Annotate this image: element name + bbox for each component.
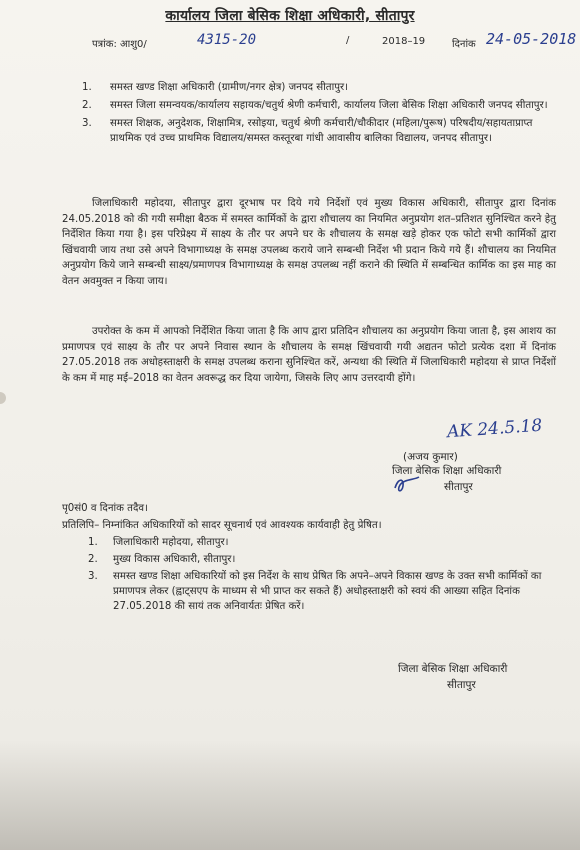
copy-item [88,535,558,550]
recipient-text: समस्त जिला समन्वयक/कार्यालय सहायक/चतुर्थ श्रेणी कर्मचारी, कार्यालय जिला बेसिक शिक्षा अधिकारी जनपद सीतापुर। [110,100,548,111]
office-title: कार्यालय जिला बेसिक शिक्षा अधिकारी, सीतापुर [165,8,415,24]
copy-text: मुख्य विकास अधिकारी, सीतापुर। [113,554,236,565]
recipient-item [82,116,552,146]
punch-hole [0,392,6,404]
signer-designation: जिला बेसिक शिक्षा अधिकारी [392,465,502,477]
recipient-item [82,98,552,113]
signer-name: (अजय कुमार) [403,451,458,463]
recipient-number: 1. [82,82,92,93]
handwritten-signature: AK 24.5.18 [446,415,543,443]
copy-intro: प्रतिलिपि– निम्नांकित अधिकारियों को सादर सूचनार्थ एवं आवश्यक कार्यवाही हेतु प्रेषित। [62,520,382,531]
body-paragraph-1: जिलाधिकारी महोदया, सीतापुर द्वारा दूरभाष पर दिये गये निर्देशों एवं मुख्य विकास अधिकारी, सीतापुर द्वारा दिनांक 24.05.2018 को की गयी समीक्षा बैठक में समस्त कार्मिकों के द्वारा शौचालय का नियमित अनुप्रयोग शत–प्रतिशत सुनिश्चित करने हेतु निर्देशित किया गया है। इस परिप्रेक्ष्य में साक्ष्य के तौर पर अपने घर के शौचालय के समक्ष खड़े होकर एक फोटो सभी कार्मिकों द्वारा खिंचवायी जाय तथा उसे अपने विभागाध्यक्ष के समक्ष उपलब्ध कराये जाने सम्बन्धी निर्देश भी प्रदान किये गये हैं। शौचालय का नियमित अनुप्रयोग किये जाने सम्बन्धी साक्ष्य/प्रमाणपत्र विभागाध्यक्ष के समक्ष उपलब्ध नहीं कराने की स्थिति में सम्बन्धित कार्मिक का इस माह का वेतन अवमुक्त न किया जाय। [62,198,556,287]
copy-item [88,569,558,614]
signer-place: सीतापुर [444,481,473,493]
ref-slash: / [346,35,350,46]
copy-number: 2. [88,554,98,565]
reference-row [0,32,580,54]
recipient-list [82,80,552,149]
ref-label: पत्रांक: आशु0/ [92,39,147,50]
copy-item [88,552,558,567]
recipient-text: समस्त शिक्षक, अनुदेशक, शिक्षामित्र, रसोइया, चतुर्थ श्रेणी कर्मचारी/चौकीदार (महिला/पुरूष) परिषदीय/सहायताप्राप्त प्राथमिक एवं उच्च प्राथमिक विद्यालय/समस्त कस्तूरबा गांधी आवासीय बालिका विद्यालय, जनपद सीतापुर। [110,118,533,144]
recipient-number: 2. [82,100,92,111]
date-label: दिनांक [452,39,476,50]
recipient-number: 3. [82,118,92,129]
copy-number: 1. [88,537,98,548]
ref-year: 2018–19 [382,36,426,47]
signature-flourish [392,474,422,496]
page-shadow [0,740,580,850]
body-paragraph-2: उपरोक्त के कम में आपको निर्देशित किया जाता है कि आप द्वारा प्रतिदिन शौचालय का अनुप्रयोग किया जाता है, इस आशय का प्रमाणपत्र एवं साक्ष्य के तौर पर अपने निवास स्थान के शौचालय के समक्ष खिंचवायी गयी अद्यतन फोटो प्रत्येक दशा में दिनांक 27.05.2018 तक अधोहस्ताक्षरी के समक्ष उपलब्ध कराना सुनिश्चित करें, अन्यथा की स्थिति में जिलाधिकारी महोदया से प्राप्त निर्देशों के कम में माह मई–2018 का वेतन अवरूद्ध कर दिया जायेगा, जिसके लिए आप उत्तरदायी होंगे। [62,326,556,384]
recipient-item [82,80,552,95]
date-handwritten: 24-05-2018 [486,30,577,48]
ref-number-handwritten: 4315-20 [197,32,257,48]
copy-list [88,535,558,616]
copy-number: 3. [88,571,98,582]
copy-ref-line: पृ0सं0 व दिनांक तदैव। [62,503,148,514]
copy-text: जिलाधिकारी महोदया, सीतापुर। [113,537,229,548]
recipient-text: समस्त खण्ड शिक्षा अधिकारी (ग्रामीण/नगर क्षेत्र) जनपद सीतापुर। [110,82,349,93]
copy-text: समस्त खण्ड शिक्षा अधिकारियों को इस निर्देश के साथ प्रेषित कि अपने–अपने विकास खण्ड के उक्त सभी कार्मिकों का प्रमाणपत्र लेकर (ह्वाट्सएप के माध्यम से भी प्राप्त कर सकते हैं) अधोहस्ताक्षरी को स्वयं की आख्या सहित दिनांक 27.05.2018 की सायं तक अनिवार्यतः प्रेषित करें। [113,571,542,612]
footer-place: सीतापुर [447,679,476,691]
footer-designation: जिला बेसिक शिक्षा अधिकारी [398,663,508,675]
